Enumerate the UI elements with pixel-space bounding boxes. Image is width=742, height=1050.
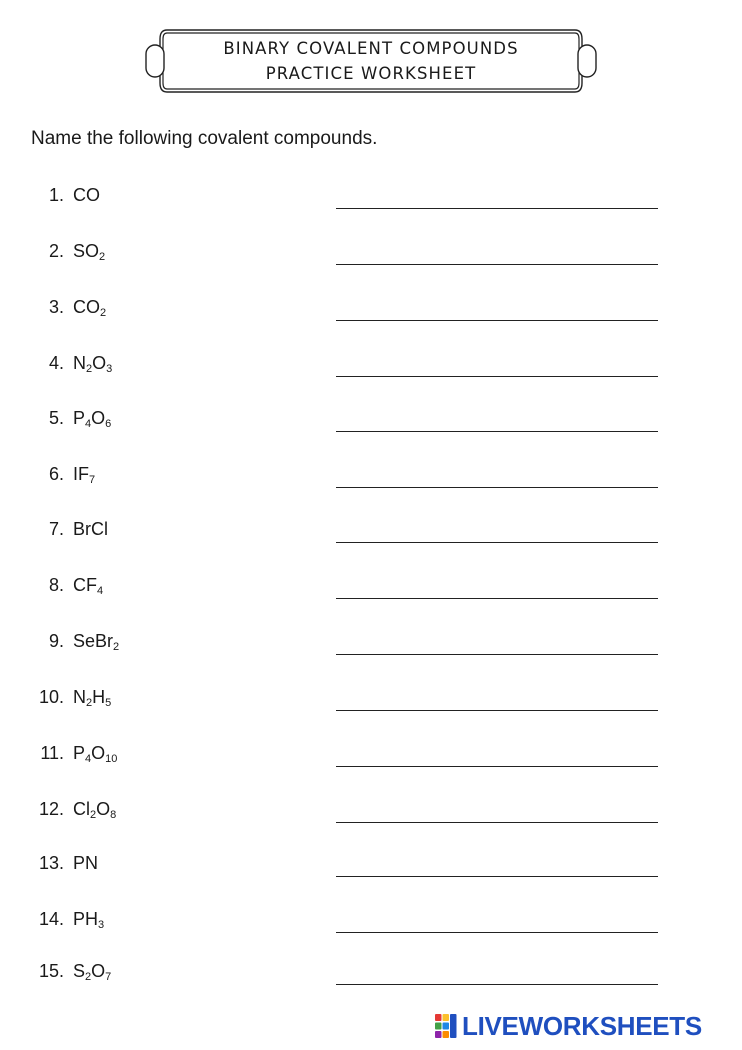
formula-element: SO <box>73 241 100 261</box>
question-number: 7. <box>48 519 64 539</box>
formula-subscript: 2 <box>100 307 107 319</box>
chemical-formula <box>73 959 111 983</box>
question-number: 4. <box>48 353 64 373</box>
formula-subscript: 2 <box>99 251 106 263</box>
answer-input[interactable] <box>336 431 658 432</box>
question-row <box>0 295 742 335</box>
question-row <box>0 851 742 891</box>
chemical-formula <box>73 907 104 931</box>
chemical-formula <box>73 183 100 207</box>
question-row <box>0 907 742 947</box>
formula-element: O <box>92 353 107 373</box>
formula-element: Cl <box>73 799 90 819</box>
formula-element: IF <box>73 464 89 484</box>
formula-element: BrCl <box>73 519 108 539</box>
answer-input[interactable] <box>336 766 658 767</box>
answer-input[interactable] <box>336 264 658 265</box>
formula-subscript: 4 <box>97 585 104 597</box>
formula-subscript: 2 <box>113 641 120 653</box>
answer-input[interactable] <box>336 487 658 488</box>
question-number: 1. <box>48 185 64 205</box>
formula-element: PH <box>73 909 99 929</box>
formula-element: CF <box>73 575 97 595</box>
formula-element: O <box>96 799 111 819</box>
formula-subscript: 2 <box>86 697 93 709</box>
question-number: 2. <box>48 241 64 261</box>
liveworksheets-logo-icon <box>434 1013 458 1039</box>
question-number: 14. <box>38 909 64 929</box>
formula-subscript: 6 <box>105 418 112 430</box>
formula-element: N <box>73 353 86 373</box>
chemical-formula <box>73 517 108 541</box>
answer-input[interactable] <box>336 598 658 599</box>
question-number: 9. <box>48 631 64 651</box>
page-title <box>145 36 597 86</box>
formula-element: N <box>73 687 86 707</box>
question-number: 3. <box>48 297 64 317</box>
formula-element: SeBr <box>73 631 114 651</box>
formula-element: S <box>73 961 86 981</box>
answer-input[interactable] <box>336 984 658 985</box>
chemical-formula <box>73 851 98 875</box>
chemical-formula <box>73 239 105 263</box>
question-number: 6. <box>48 464 64 484</box>
answer-input[interactable] <box>336 376 658 377</box>
title-line-1: BINARY COVALENT COMPOUNDS <box>223 39 519 58</box>
formula-subscript: 4 <box>85 418 92 430</box>
formula-element: PN <box>73 853 99 873</box>
chemical-formula <box>73 797 116 821</box>
question-row <box>0 959 742 999</box>
answer-input[interactable] <box>336 320 658 321</box>
instructions: Name the following covalent compounds. <box>31 128 378 149</box>
answer-input[interactable] <box>336 932 658 933</box>
answer-input[interactable] <box>336 542 658 543</box>
formula-element: CO <box>73 297 100 317</box>
formula-subscript: 2 <box>85 971 92 983</box>
answer-input[interactable] <box>336 654 658 655</box>
formula-element: O <box>91 961 106 981</box>
formula-element: CO <box>73 185 100 205</box>
formula-subscript: 4 <box>85 753 92 765</box>
question-row <box>0 797 742 837</box>
chemical-formula <box>73 741 117 765</box>
formula-element: H <box>92 687 106 707</box>
footer-brand <box>434 1011 734 1041</box>
chemical-formula <box>73 351 112 375</box>
question-row <box>0 629 742 669</box>
question-row <box>0 517 742 557</box>
question-number: 11. <box>40 743 64 763</box>
question-number: 12. <box>38 799 64 819</box>
question-row <box>0 573 742 613</box>
question-number: 13. <box>38 853 64 873</box>
question-number: 15. <box>38 961 64 981</box>
question-row <box>0 741 742 781</box>
chemical-formula <box>73 629 119 653</box>
question-row <box>0 462 742 502</box>
chemical-formula <box>73 295 106 319</box>
formula-element: O <box>91 408 106 428</box>
formula-subscript: 3 <box>98 919 105 931</box>
formula-subscript: 10 <box>105 753 118 765</box>
formula-element: P <box>73 743 86 763</box>
title-line-2: PRACTICE WORKSHEET <box>265 64 477 83</box>
question-number: 5. <box>48 408 64 428</box>
formula-subscript: 2 <box>86 363 93 375</box>
formula-element: O <box>91 743 106 763</box>
chemical-formula <box>73 685 111 709</box>
answer-input[interactable] <box>336 710 658 711</box>
question-number: 8. <box>48 575 64 595</box>
answer-input[interactable] <box>336 876 658 877</box>
title-banner <box>145 29 597 93</box>
question-row <box>0 239 742 279</box>
answer-input[interactable] <box>336 822 658 823</box>
question-row <box>0 406 742 446</box>
chemical-formula <box>73 573 103 597</box>
question-row <box>0 351 742 391</box>
brand-name: LIVEWORKSHEETS <box>462 1011 702 1041</box>
formula-element: P <box>73 408 86 428</box>
formula-subscript: 2 <box>90 809 97 821</box>
formula-subscript: 8 <box>110 809 117 821</box>
formula-subscript: 3 <box>106 363 113 375</box>
question-row <box>0 685 742 725</box>
formula-subscript: 7 <box>89 474 96 486</box>
question-number: 10. <box>38 687 64 707</box>
answer-input[interactable] <box>336 208 658 209</box>
formula-subscript: 5 <box>105 697 112 709</box>
question-row <box>0 183 742 223</box>
formula-subscript: 7 <box>105 971 112 983</box>
chemical-formula <box>73 406 111 430</box>
chemical-formula <box>73 462 95 486</box>
